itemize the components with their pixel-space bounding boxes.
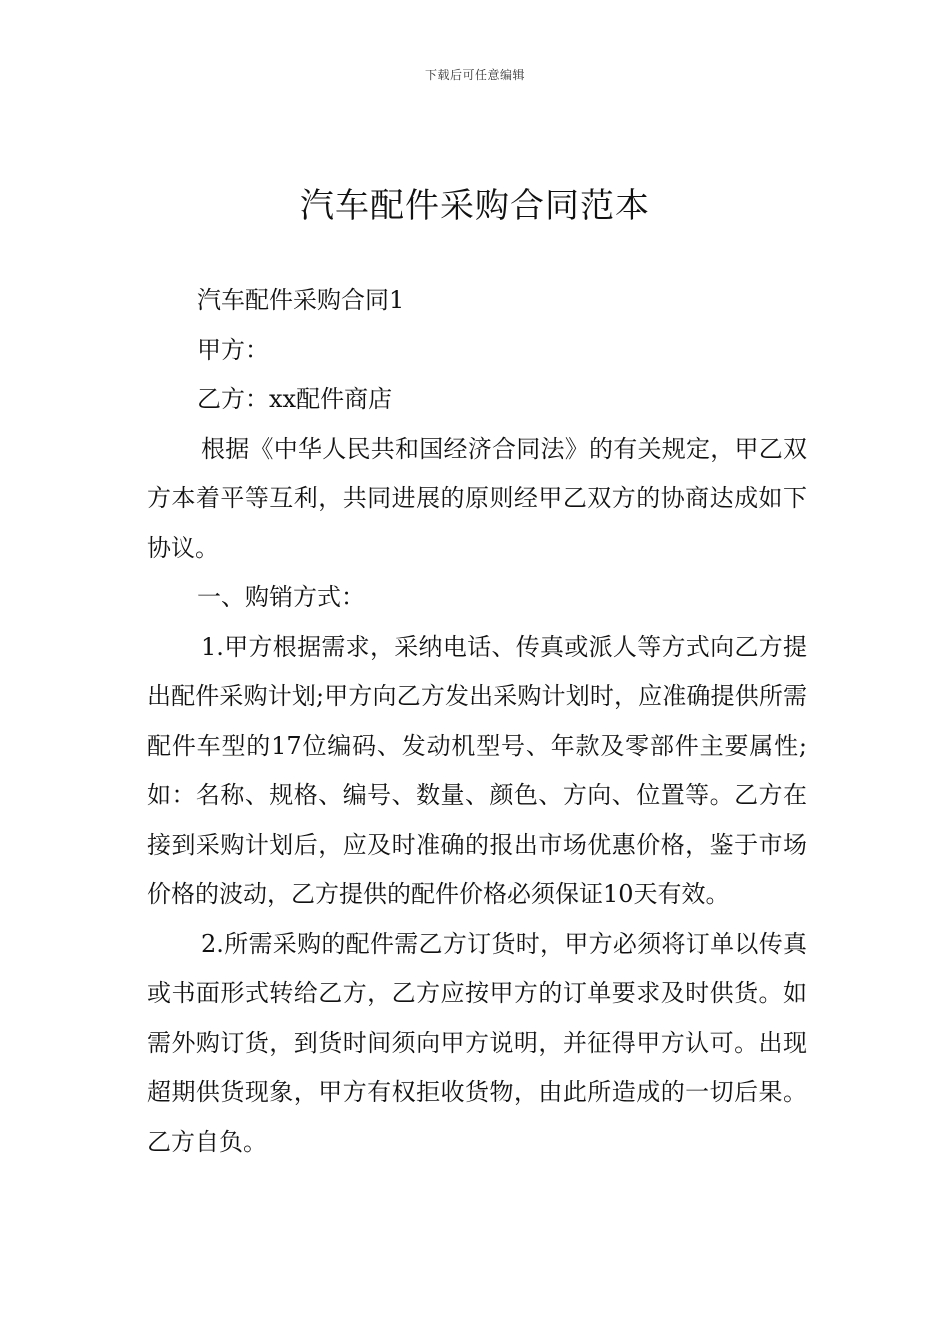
paragraph-contract-heading: 汽车配件采购合同1 bbox=[197, 286, 405, 314]
paragraph-section-1-heading: 一、购销方式： bbox=[197, 583, 365, 611]
paragraph-clause-1: 1.甲方根据需求，采纳电话、传真或派人等方式向乙方提出配件采购计划;甲方向乙方发出采购计划时，应准确提供所需配件车型的17位编码、发动机型号、年款及零部件主要属性;如：名称、规格、编号、数量、颜色、方向、位置等。乙方在接到采购计划后，应及时准确的报出市场优惠价格，鉴于市场价格的波动，乙方提供的配件价格必须保证10天有效。 bbox=[147, 632, 807, 908]
paragraph-clause-2: 2.所需采购的配件需乙方订货时，甲方必须将订单以传真或书面形式转给乙方，乙方应按甲方的订单要求及时供货。如需外购订货，到货时间须向甲方说明，并征得甲方认可。出现超期供货现象，甲方有权拒收货物，由此所造成的一切后果。乙方自负。 bbox=[147, 929, 807, 1156]
paragraph-preamble: 根据《中华人民共和国经济合同法》的有关规定，甲乙双方本着平等互利，共同进展的原则经甲乙双方的协商达成如下协议。 bbox=[147, 434, 807, 562]
document-title: 汽车配件采购合同范本 bbox=[300, 186, 650, 226]
header-note: 下载后可任意编辑 bbox=[424, 68, 525, 82]
document-body bbox=[147, 276, 807, 1167]
paragraph-party-a: 甲方： bbox=[197, 335, 269, 364]
paragraph-party-b: 乙方：xx配件商店 bbox=[197, 385, 393, 413]
